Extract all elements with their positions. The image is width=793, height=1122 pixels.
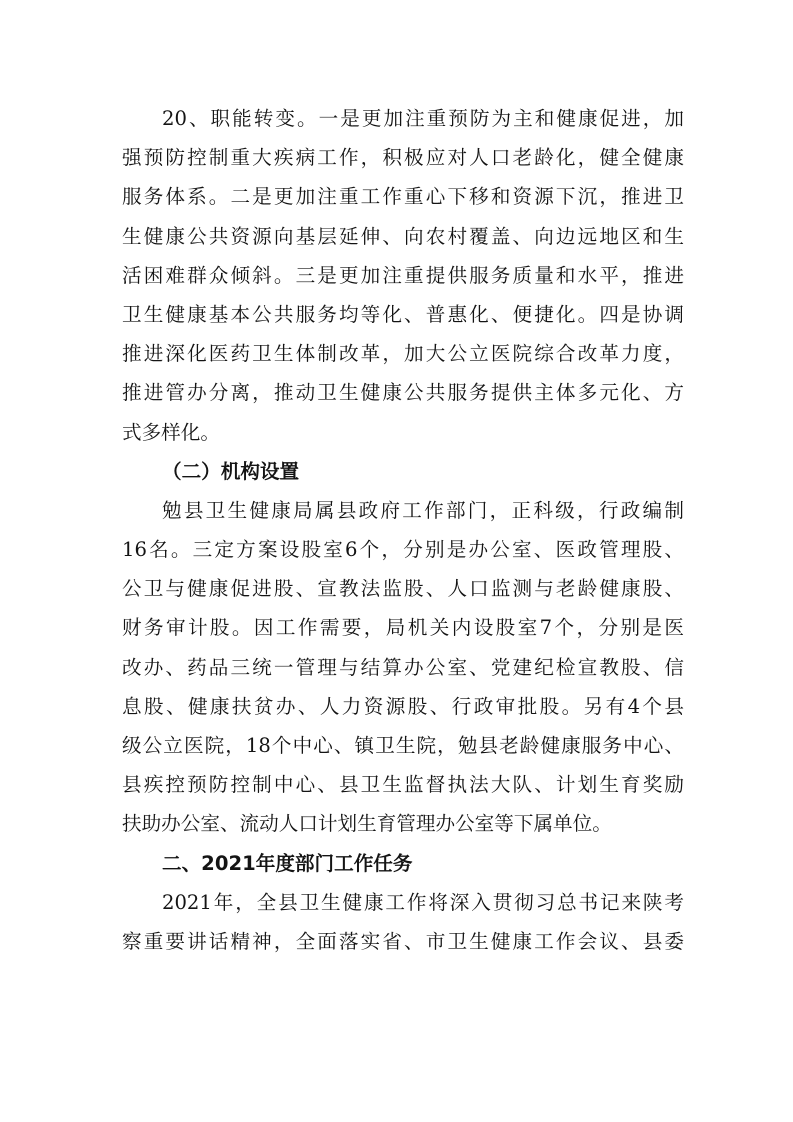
text-line: 20、职能转变。一是更加注重预防为主和健康促进，加 [162,107,684,130]
paragraph-org [122,491,684,844]
document-body [122,99,684,961]
text-line: 服务体系。二是更加注重工作重心下移和资源下沉，推进卫 [122,185,684,209]
text-line: 息股、健康扶贫办、人力资源股、行政审批股。另有4个县 [122,694,684,718]
text-line: 推进管办分离，推动卫生健康公共服务提供主体多元化、方 [122,381,684,405]
section-heading-org: （二）机构设置 [162,459,300,483]
text-line: 财务审计股。因工作需要，局机关内设股室7个，分别是医 [122,616,684,640]
text-line: 察重要讲话精神，全面落实省、市卫生健康工作会议、县委 [122,929,684,953]
text-line: 强预防控制重大疾病工作，积极应对人口老龄化，健全健康 [122,146,684,170]
text-line: 活困难群众倾斜。三是更加注重提供服务质量和水平，推进 [122,263,684,287]
text-line: 式多样化。 [122,420,220,444]
text-line: 改办、药品三统一管理与结算办公室、党建纪检宣教股、信 [122,655,684,679]
text-line: 扶助办公室、流动人口计划生育管理办公室等下属单位。 [122,812,612,836]
paragraph-tasks [122,883,684,961]
section-heading-tasks: 二、2021年度部门工作任务 [162,851,413,875]
text-line: 卫生健康基本公共服务均等化、普惠化、便捷化。四是协调 [122,302,684,326]
text-line: 级公立医院，18个中心、镇卫生院，勉县老龄健康服务中心、 [122,734,684,757]
text-line: 2021年，全县卫生健康工作将深入贯彻习总书记来陕考 [162,890,684,914]
text-line: 生健康公共资源向基层延伸、向农村覆盖、向边远地区和生 [122,224,684,248]
text-line: 县疾控预防控制中心、县卫生监督执法大队、计划生育奖励 [122,773,684,797]
text-line: 推进深化医药卫生体制改革，加大公立医院综合改革力度， [122,342,684,366]
text-line: 勉县卫生健康局属县政府工作部门，正科级，行政编制 [162,498,684,522]
text-line: 公卫与健康促进股、宣教法监股、人口监测与老龄健康股、 [122,577,684,601]
text-line: 16名。三定方案设股室6个，分别是办公室、医政管理股、 [122,538,684,562]
paragraph-functions [122,99,684,452]
